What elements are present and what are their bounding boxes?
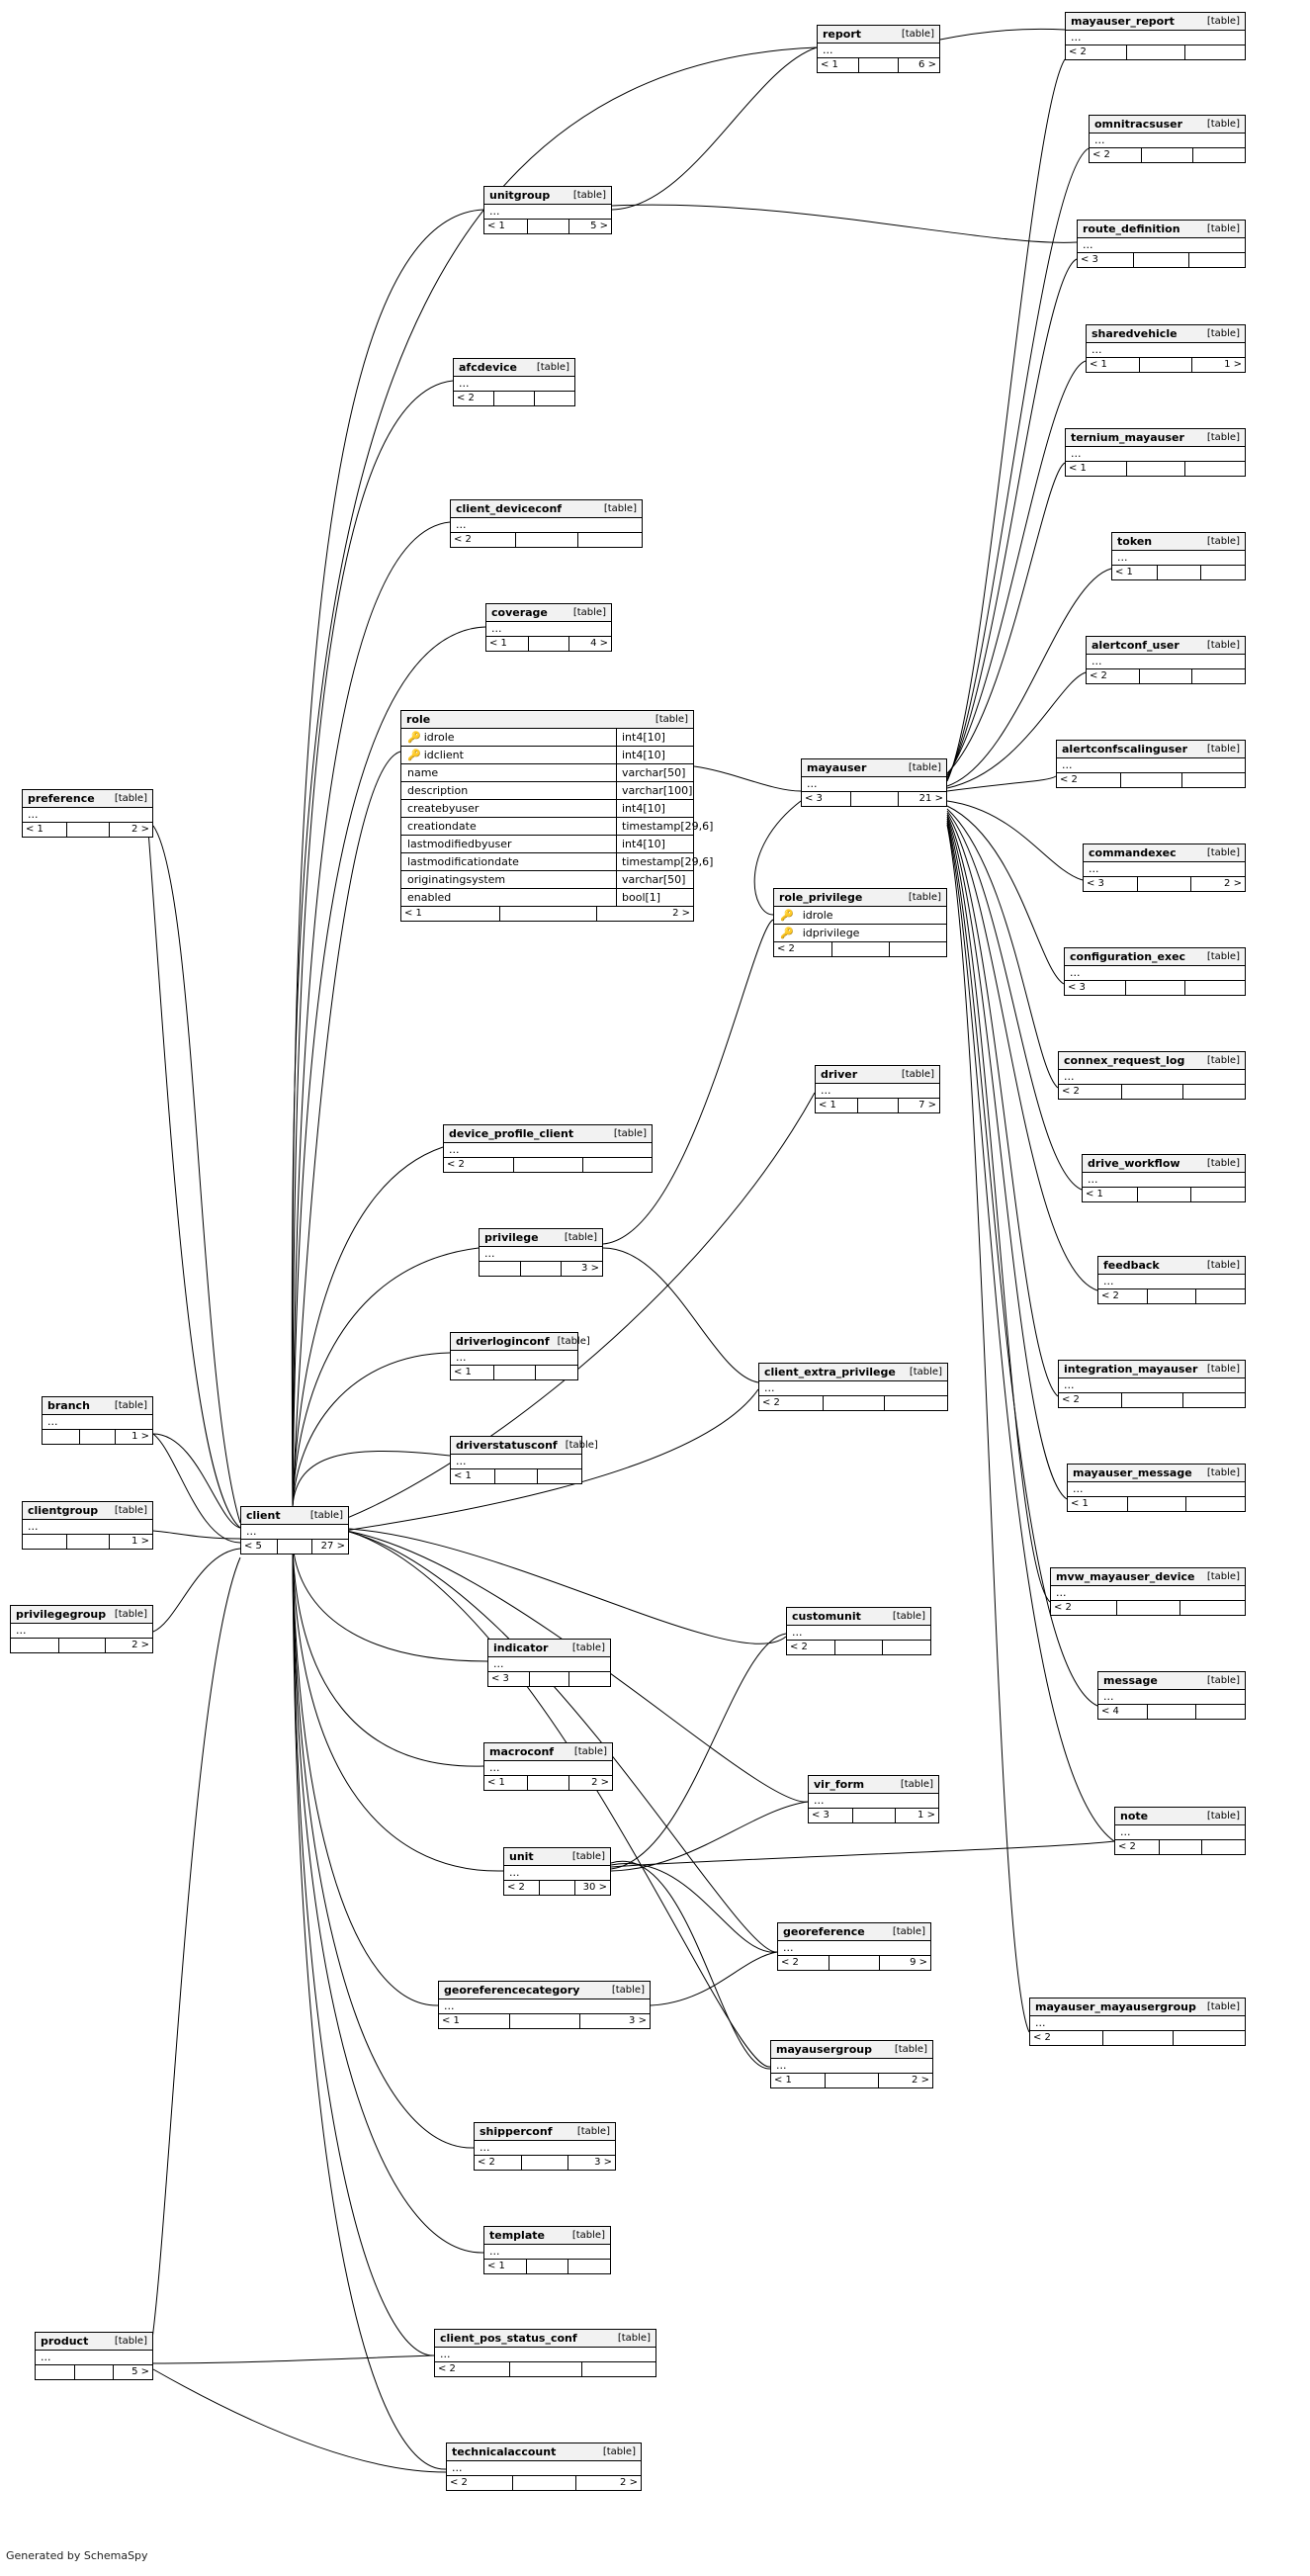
- table-footer: < 5 27 >: [241, 1540, 348, 1554]
- table-footer: < 1: [1083, 1188, 1245, 1201]
- table-title: driverloginconf [table]: [451, 1333, 577, 1351]
- column-row: description varchar[100]: [401, 782, 693, 800]
- table-footer: < 1 2 >: [484, 1776, 612, 1790]
- table-footer: < 2: [1057, 773, 1245, 787]
- table-footer: < 1: [1068, 1497, 1245, 1511]
- table-node-client[interactable]: [240, 1506, 349, 1554]
- table-node-mvw-mayauser-device[interactable]: [1050, 1567, 1246, 1616]
- table-title: client_pos_status_conf [table]: [435, 2330, 655, 2348]
- table-node-unitgroup[interactable]: [483, 186, 612, 234]
- table-node-macroconf[interactable]: [483, 1742, 613, 1791]
- table-node-georeference[interactable]: [777, 1922, 931, 1971]
- table-title: coverage [table]: [486, 604, 611, 622]
- table-footer: 1 >: [43, 1430, 152, 1444]
- primary-key-icon: 🔑: [780, 927, 794, 939]
- table-footer: < 3 1 >: [809, 1809, 938, 1822]
- table-body: ...: [36, 2351, 152, 2365]
- table-footer: < 2: [1115, 1840, 1245, 1854]
- table-body: ...: [818, 44, 939, 58]
- table-node-branch[interactable]: [42, 1396, 153, 1445]
- table-footer: < 1: [451, 1366, 577, 1379]
- table-title: mayausergroup [table]: [771, 2041, 932, 2059]
- table-body: ...: [444, 1143, 652, 1158]
- table-title: alertconfscalinguser [table]: [1057, 741, 1245, 758]
- table-node-commandexec[interactable]: [1083, 844, 1246, 892]
- table-footer: < 2: [1066, 45, 1245, 59]
- table-title: driverstatusconf [table]: [451, 1437, 581, 1455]
- table-footer: < 2: [1030, 2031, 1245, 2045]
- table-body: ...: [11, 1624, 152, 1639]
- table-title: preference [table]: [23, 790, 152, 808]
- table-body: ...: [454, 377, 574, 392]
- table-body: ...: [484, 2245, 610, 2260]
- table-footer: < 1: [1066, 462, 1245, 476]
- table-body: ...: [484, 1761, 612, 1776]
- table-body: ...: [504, 1866, 610, 1881]
- table-footer: < 1 3 >: [439, 2014, 650, 2028]
- table-body: ...: [484, 205, 611, 220]
- column-row: originatingsystem varchar[50]: [401, 871, 693, 889]
- table-footer: < 1 2 >: [23, 823, 152, 837]
- table-node-route-definition[interactable]: [1077, 220, 1246, 268]
- table-footer: < 1: [1112, 566, 1245, 579]
- table-footer: < 1: [484, 2260, 610, 2273]
- table-node-drive-workflow[interactable]: [1082, 1154, 1246, 1202]
- table-footer: < 3: [488, 1672, 610, 1686]
- table-body: ...: [43, 1415, 152, 1430]
- table-title: message [table]: [1098, 1672, 1245, 1690]
- table-footer: < 1 4 >: [486, 637, 611, 651]
- table-title: token [table]: [1112, 533, 1245, 551]
- table-body: ...: [787, 1626, 930, 1641]
- table-footer: < 2 2 >: [447, 2476, 641, 2490]
- table-columns: [774, 907, 946, 942]
- table-node-mayauser-mayausergroup[interactable]: [1029, 1998, 1246, 2046]
- table-node-afcdevice[interactable]: [453, 358, 575, 406]
- primary-key-icon: 🔑: [780, 909, 794, 922]
- table-title: georeferencecategory [table]: [439, 1982, 650, 1999]
- table-title: alertconf_user [table]: [1087, 637, 1245, 655]
- table-title: device_profile_client [table]: [444, 1125, 652, 1143]
- table-body: ...: [480, 1247, 602, 1262]
- table-node-ternium-mayauser[interactable]: [1065, 428, 1246, 477]
- table-body: ...: [759, 1381, 947, 1396]
- table-footer: < 2: [1098, 1289, 1245, 1303]
- table-title: customunit [table]: [787, 1608, 930, 1626]
- table-node-georeferencecategory[interactable]: [438, 1981, 651, 2029]
- column-row: 🔑 idclient int4[10]: [401, 747, 693, 764]
- table-title: template [table]: [484, 2227, 610, 2245]
- table-body: ...: [771, 2059, 932, 2074]
- table-body: ...: [1112, 551, 1245, 566]
- table-body: ...: [241, 1525, 348, 1540]
- table-title: report [table]: [818, 26, 939, 44]
- table-body: ...: [1057, 758, 1245, 773]
- table-node-role[interactable]: [400, 710, 714, 922]
- table-node-technicalaccount[interactable]: [446, 2443, 642, 2491]
- table-body: ...: [1059, 1070, 1245, 1085]
- table-footer: < 2: [774, 942, 946, 956]
- table-columns: [401, 729, 714, 907]
- table-footer: < 2 9 >: [778, 1956, 930, 1970]
- table-footer: < 1: [451, 1469, 581, 1483]
- table-body: ...: [486, 622, 611, 637]
- table-node-configuration-exec[interactable]: [1064, 947, 1246, 996]
- table-footer: < 1 5 >: [484, 220, 611, 233]
- table-title: privilegegroup [table]: [11, 1606, 152, 1624]
- table-body: ...: [451, 518, 642, 533]
- column-row: enabled bool[1]: [401, 889, 693, 907]
- table-title: clientgroup [table]: [23, 1502, 152, 1520]
- table-footer: < 2 3 >: [475, 2156, 615, 2170]
- table-body: ...: [778, 1941, 930, 1956]
- table-node-privilege[interactable]: [479, 1228, 603, 1277]
- table-footer: < 2: [1087, 669, 1245, 683]
- table-node-device-profile-client[interactable]: [443, 1124, 653, 1173]
- table-body: ...: [23, 1520, 152, 1535]
- table-title: sharedvehicle [table]: [1087, 325, 1245, 343]
- table-footer: 5 >: [36, 2365, 152, 2379]
- table-node-omnitracsuser[interactable]: [1089, 115, 1246, 163]
- table-title: product [table]: [36, 2333, 152, 2351]
- table-title: drive_workflow [table]: [1083, 1155, 1245, 1173]
- table-node-alertconf-user[interactable]: [1086, 636, 1246, 684]
- table-footer: < 4: [1098, 1705, 1245, 1719]
- table-node-driverstatusconf[interactable]: [450, 1436, 598, 1484]
- table-title: georeference [table]: [778, 1923, 930, 1941]
- table-node-client-pos-status-conf[interactable]: [434, 2329, 656, 2377]
- table-node-note[interactable]: [1114, 1807, 1246, 1855]
- table-body: ...: [1115, 1825, 1245, 1840]
- table-title: note [table]: [1115, 1808, 1245, 1825]
- table-node-feedback[interactable]: [1097, 1256, 1246, 1304]
- table-node-product[interactable]: [35, 2332, 153, 2380]
- table-footer: < 3 21 >: [802, 792, 946, 806]
- table-footer: < 1 1 >: [1087, 358, 1245, 372]
- table-node-client-deviceconf[interactable]: [450, 499, 643, 548]
- table-node-report[interactable]: [817, 25, 940, 73]
- table-title: client [table]: [241, 1507, 348, 1525]
- table-title: connex_request_log [table]: [1059, 1052, 1245, 1070]
- table-body: ...: [488, 1657, 610, 1672]
- table-node-customunit[interactable]: [786, 1607, 931, 1655]
- table-body: ...: [1087, 655, 1245, 669]
- table-node-mayausergroup[interactable]: [770, 2040, 933, 2088]
- table-title: client_extra_privilege [table]: [759, 1364, 947, 1381]
- table-footer: < 3 2 >: [1084, 877, 1245, 891]
- table-body: ...: [1051, 1586, 1245, 1601]
- table-body: ...: [1083, 1173, 1245, 1188]
- table-node-integration-mayauser[interactable]: [1058, 1360, 1246, 1408]
- table-title: mayauser_message [table]: [1068, 1465, 1245, 1482]
- table-footer: < 2: [435, 2362, 655, 2376]
- table-node-unit[interactable]: [503, 1847, 611, 1896]
- table-footer: 2 >: [11, 1639, 152, 1652]
- table-footer: < 2: [1090, 148, 1245, 162]
- column-row: creationdate timestamp[29,6]: [401, 818, 693, 836]
- column-row: 🔑 idrole int4[10]: [401, 729, 693, 747]
- column-row: lastmodifiedbyuser int4[10]: [401, 836, 693, 853]
- table-title: unit [table]: [504, 1848, 610, 1866]
- table-footer: < 2: [1059, 1393, 1245, 1407]
- table-body: ...: [1098, 1275, 1245, 1289]
- table-body: ...: [1066, 31, 1245, 45]
- table-footer: < 3: [1078, 253, 1245, 267]
- table-footer: 3 >: [480, 1262, 602, 1276]
- table-title: shipperconf [table]: [475, 2123, 615, 2141]
- table-body: ...: [1066, 447, 1245, 462]
- table-node-privilegegroup[interactable]: [10, 1605, 153, 1653]
- table-footer: < 1 7 >: [816, 1099, 939, 1112]
- table-footer: < 2: [1051, 1601, 1245, 1615]
- table-node-shipperconf[interactable]: [474, 2122, 616, 2171]
- table-title: afcdevice [table]: [454, 359, 574, 377]
- table-node-alertconfscalinguser[interactable]: [1056, 740, 1246, 788]
- table-node-mayauser-message[interactable]: [1067, 1464, 1246, 1512]
- table-title: route_definition [table]: [1078, 221, 1245, 238]
- table-title: branch [table]: [43, 1397, 152, 1415]
- table-title: mayauser [table]: [802, 759, 946, 777]
- primary-key-icon: 🔑: [407, 749, 421, 761]
- table-node-message[interactable]: [1097, 1671, 1246, 1720]
- table-footer: < 3: [1065, 981, 1245, 995]
- table-body: ...: [475, 2141, 615, 2156]
- table-body: ...: [451, 1455, 581, 1469]
- table-body: ...: [1030, 2016, 1245, 2031]
- table-body: ...: [802, 777, 946, 792]
- table-title: technicalaccount [table]: [447, 2443, 641, 2461]
- column-row: createbyuser int4[10]: [401, 800, 693, 818]
- table-body: ...: [451, 1351, 577, 1366]
- table-title: indicator [table]: [488, 1640, 610, 1657]
- table-body: ...: [1098, 1690, 1245, 1705]
- table-title: ternium_mayauser [table]: [1066, 429, 1245, 447]
- table-body: ...: [1084, 862, 1245, 877]
- table-body: ...: [1087, 343, 1245, 358]
- table-body: ...: [809, 1794, 938, 1809]
- table-title: macroconf [table]: [484, 1743, 612, 1761]
- table-node-sharedvehicle[interactable]: [1086, 324, 1246, 373]
- table-title: client_deviceconf [table]: [451, 500, 642, 518]
- table-body: ...: [1078, 238, 1245, 253]
- table-title: configuration_exec [table]: [1065, 948, 1245, 966]
- table-node-driver[interactable]: [815, 1065, 940, 1113]
- table-body: ...: [1059, 1378, 1245, 1393]
- table-node-driverloginconf[interactable]: [450, 1332, 590, 1380]
- column-row: name varchar[50]: [401, 764, 693, 782]
- table-node-indicator[interactable]: [487, 1639, 611, 1687]
- table-title: commandexec [table]: [1084, 844, 1245, 862]
- table-body: ...: [1068, 1482, 1245, 1497]
- table-title: omnitracsuser [table]: [1090, 116, 1245, 133]
- table-node-client-extra-privilege[interactable]: [758, 1363, 948, 1411]
- table-node-connex-request-log[interactable]: [1058, 1051, 1246, 1100]
- table-footer: < 1 2 >: [771, 2074, 932, 2087]
- table-node-preference[interactable]: [22, 789, 153, 838]
- column-row: 🔑 idrole: [774, 907, 946, 925]
- table-node-template[interactable]: [483, 2226, 611, 2274]
- table-node-coverage[interactable]: [485, 603, 612, 652]
- table-footer: < 2: [759, 1396, 947, 1410]
- table-title: role_privilege [table]: [774, 889, 946, 907]
- table-title: unitgroup [table]: [484, 187, 611, 205]
- table-title: mayauser_report [table]: [1066, 13, 1245, 31]
- table-footer: < 2: [444, 1158, 652, 1172]
- table-footer: < 2 30 >: [504, 1881, 610, 1895]
- table-body: ...: [1065, 966, 1245, 981]
- table-footer: < 2: [787, 1641, 930, 1654]
- table-footer: 1 >: [23, 1535, 152, 1549]
- table-title: feedback [table]: [1098, 1257, 1245, 1275]
- table-body: ...: [435, 2348, 655, 2362]
- table-footer: < 2: [454, 392, 574, 405]
- table-node-clientgroup[interactable]: [22, 1501, 153, 1550]
- column-row: 🔑 idprivilege: [774, 925, 946, 942]
- table-footer: < 1 2 >: [401, 907, 693, 921]
- table-node-vir-form[interactable]: [808, 1775, 939, 1823]
- table-title: vir_form [table]: [809, 1776, 938, 1794]
- table-body: ...: [439, 1999, 650, 2014]
- column-row: lastmodificationdate timestamp[29,6]: [401, 853, 693, 871]
- table-footer: < 2: [451, 533, 642, 547]
- table-node-token[interactable]: [1111, 532, 1246, 580]
- table-body: ...: [447, 2461, 641, 2476]
- table-footer: < 1 6 >: [818, 58, 939, 72]
- table-body: ...: [1090, 133, 1245, 148]
- table-title: role [table]: [401, 711, 693, 729]
- table-footer: < 2: [1059, 1085, 1245, 1099]
- table-body: ...: [816, 1084, 939, 1099]
- table-node-mayauser[interactable]: [801, 758, 947, 807]
- table-title: driver [table]: [816, 1066, 939, 1084]
- table-node-mayauser-report[interactable]: [1065, 12, 1246, 60]
- primary-key-icon: 🔑: [407, 731, 421, 744]
- table-body: ...: [23, 808, 152, 823]
- table-title: mayauser_mayausergroup [table]: [1030, 1999, 1245, 2016]
- table-title: integration_mayauser [table]: [1059, 1361, 1245, 1378]
- table-title: mvw_mayauser_device [table]: [1051, 1568, 1245, 1586]
- table-node-role-privilege[interactable]: [773, 888, 947, 957]
- table-title: privilege [table]: [480, 1229, 602, 1247]
- generated-by-label: Generated by SchemaSpy: [6, 2549, 148, 2562]
